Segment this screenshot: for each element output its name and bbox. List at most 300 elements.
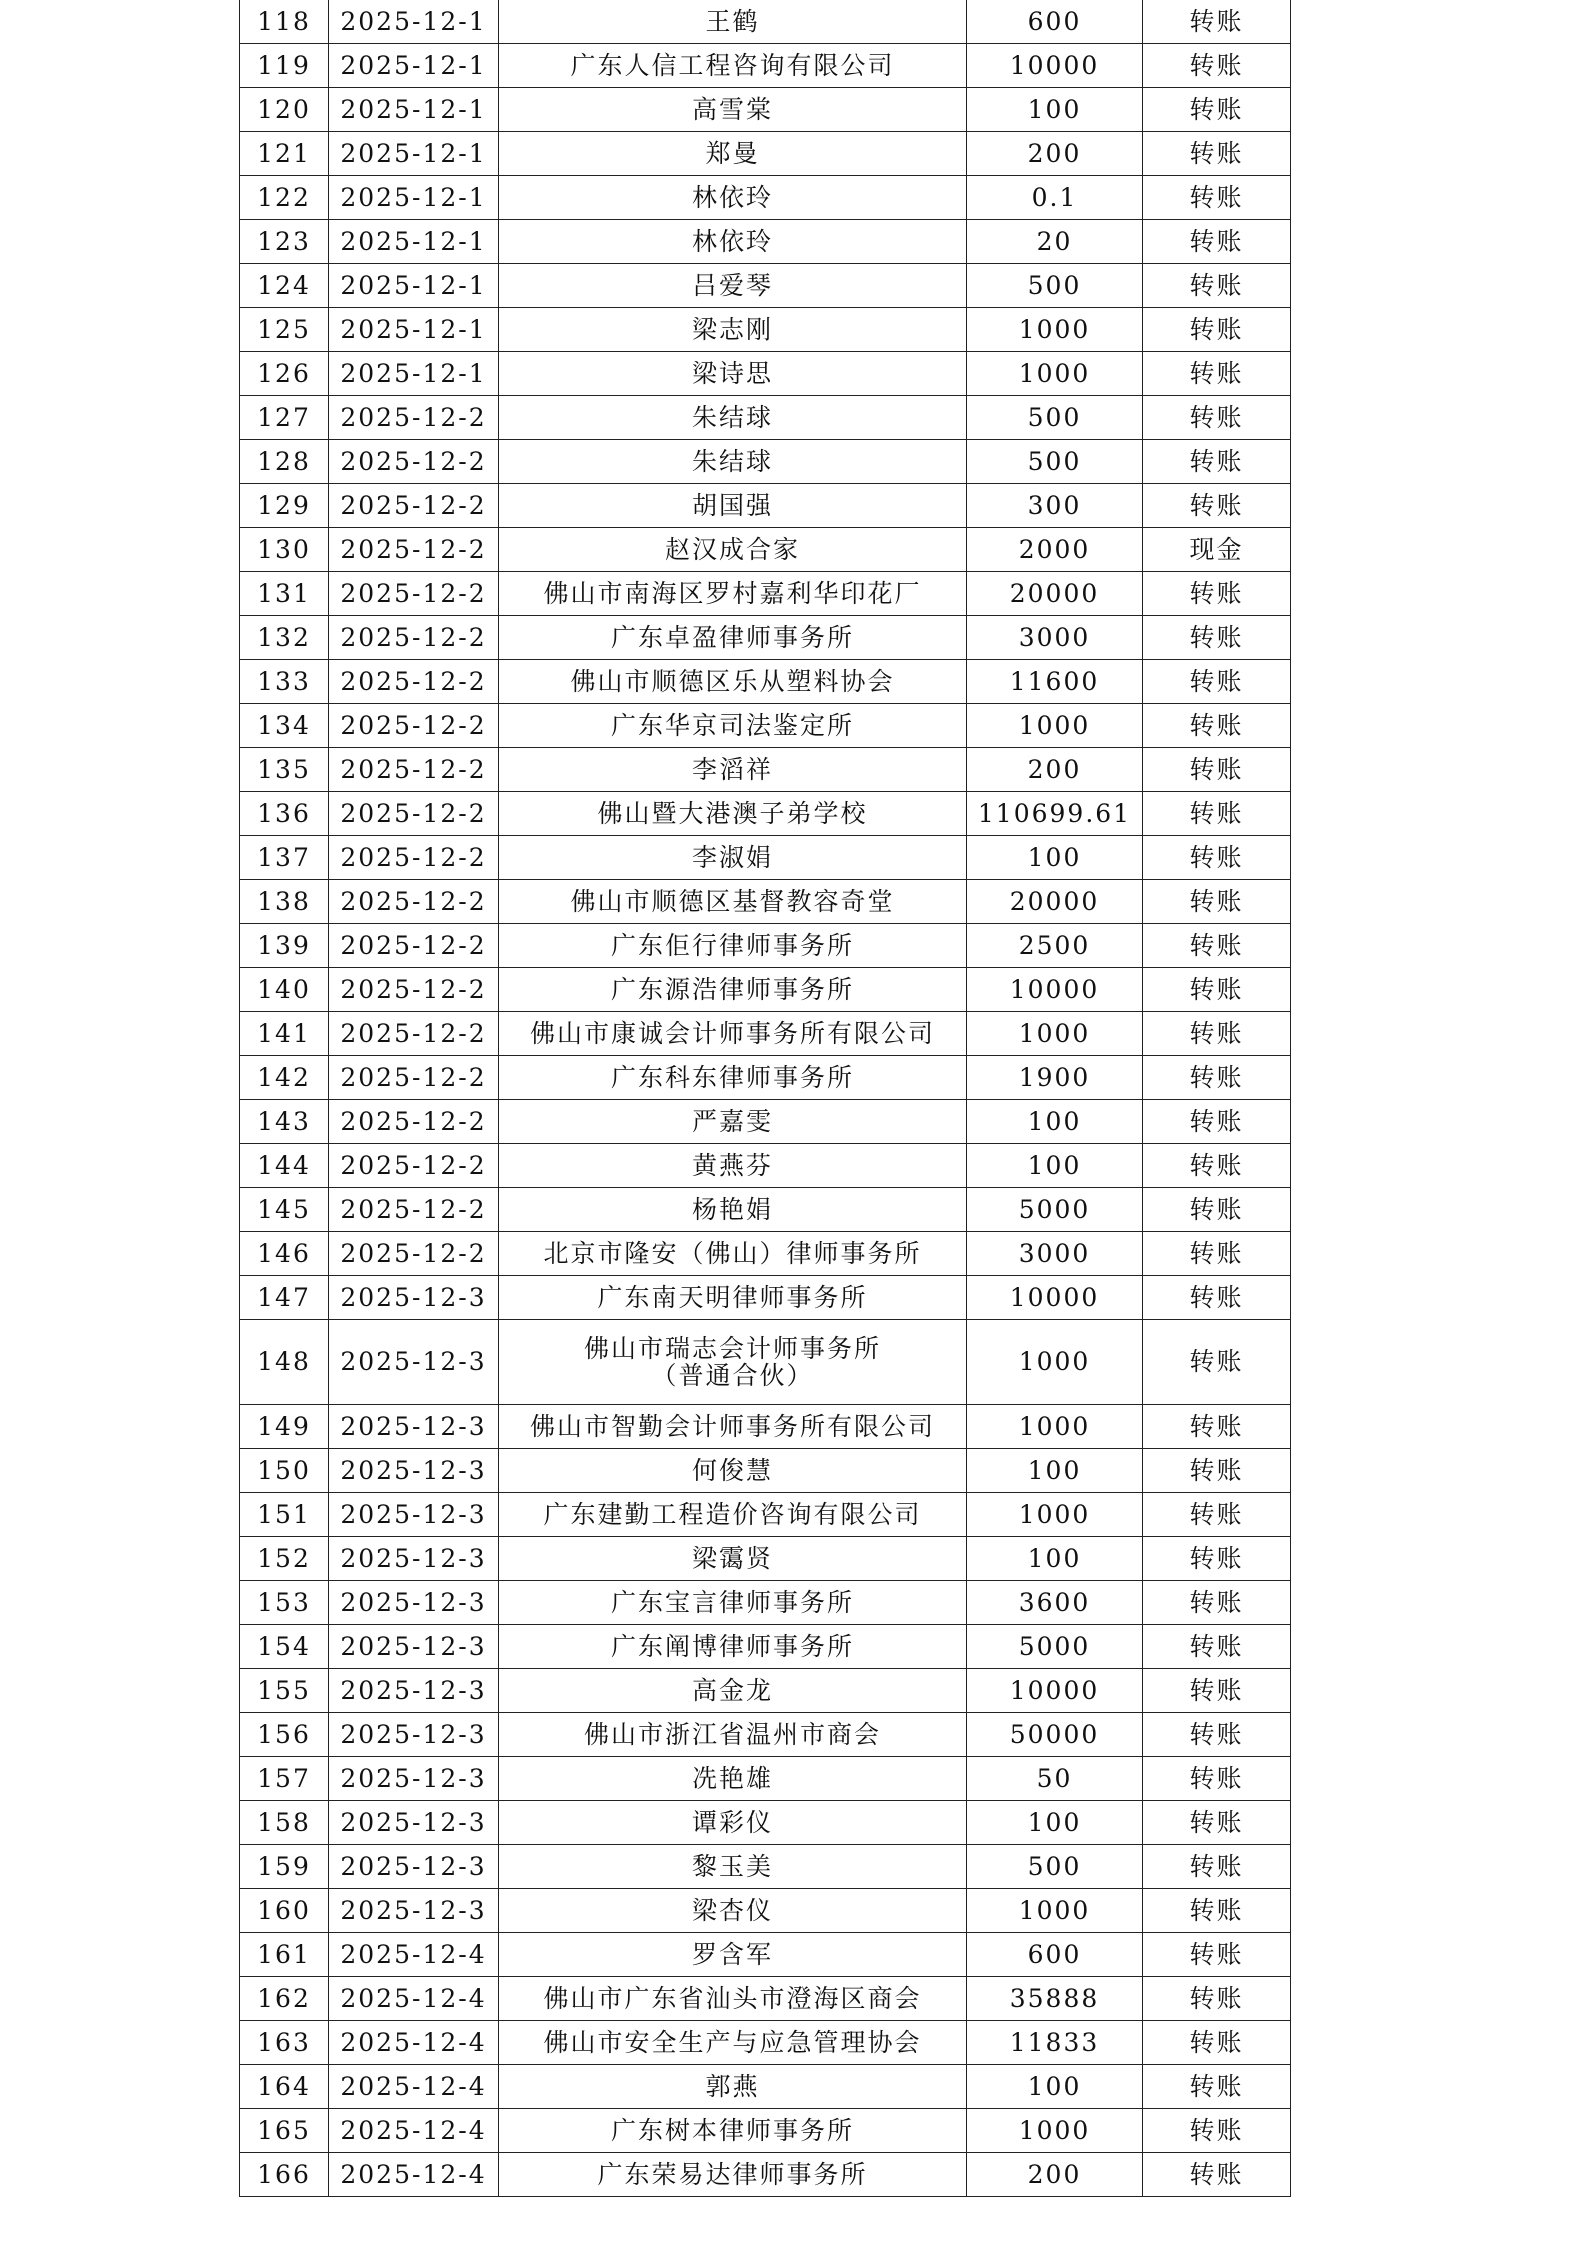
date-cell: 2025-12-2 <box>329 572 499 616</box>
donor-name-cell <box>499 924 967 968</box>
date-cell: 2025-12-3 <box>329 1537 499 1581</box>
amount-cell: 600 <box>967 0 1143 44</box>
donor-name-line: 王鹤 <box>705 6 760 36</box>
donor-name-cell <box>499 748 967 792</box>
donor-name-line: 广东源浩律师事务所 <box>610 974 854 1004</box>
donor-name-cell <box>499 1845 967 1889</box>
date-cell: 2025-12-3 <box>329 1625 499 1669</box>
table-row <box>240 1669 1291 1713</box>
date-cell: 2025-12-2 <box>329 1012 499 1056</box>
donor-name-line: 广东卓盈律师事务所 <box>610 622 854 652</box>
payment-method-cell: 转账 <box>1143 1801 1291 1845</box>
payment-method-cell: 转账 <box>1143 2153 1291 2197</box>
date-cell: 2025-12-2 <box>329 968 499 1012</box>
payment-method-cell: 转账 <box>1143 968 1291 1012</box>
row-number-cell: 164 <box>240 2065 329 2109</box>
payment-method-cell: 转账 <box>1143 748 1291 792</box>
table-row <box>240 2065 1291 2109</box>
amount-cell: 100 <box>967 2065 1143 2109</box>
amount-cell: 10000 <box>967 44 1143 88</box>
donor-name-line: 梁杏仪 <box>691 1895 773 1925</box>
amount-cell: 50 <box>967 1757 1143 1801</box>
row-number-cell: 139 <box>240 924 329 968</box>
amount-cell: 200 <box>967 2153 1143 2197</box>
date-cell: 2025-12-2 <box>329 1056 499 1100</box>
donor-name-line: 佛山市广东省汕头市澄海区商会 <box>543 1983 922 2013</box>
date-cell: 2025-12-2 <box>329 528 499 572</box>
date-cell: 2025-12-1 <box>329 308 499 352</box>
donor-name-line: 朱结球 <box>691 402 773 432</box>
payment-method-cell: 转账 <box>1143 704 1291 748</box>
row-number-cell: 119 <box>240 44 329 88</box>
payment-method-cell: 转账 <box>1143 1713 1291 1757</box>
row-number-cell: 148 <box>240 1320 329 1405</box>
donor-name-cell <box>499 836 967 880</box>
payment-method-cell: 转账 <box>1143 2109 1291 2153</box>
donor-name-line: 郭燕 <box>705 2071 760 2101</box>
payment-method-cell: 转账 <box>1143 1669 1291 1713</box>
donor-name-cell <box>499 1188 967 1232</box>
donor-name-cell <box>499 1493 967 1537</box>
table-row <box>240 2021 1291 2065</box>
table-row <box>240 440 1291 484</box>
amount-cell: 3600 <box>967 1581 1143 1625</box>
donor-name-line: 广东人信工程咨询有限公司 <box>570 50 895 80</box>
date-cell: 2025-12-4 <box>329 2065 499 2109</box>
table-row <box>240 176 1291 220</box>
payment-method-cell: 转账 <box>1143 1012 1291 1056</box>
table-row <box>240 1056 1291 1100</box>
amount-cell: 1000 <box>967 1012 1143 1056</box>
row-number-cell: 140 <box>240 968 329 1012</box>
amount-cell: 110699.61 <box>967 792 1143 836</box>
donor-name-line: 冼艳雄 <box>691 1763 773 1793</box>
donor-name-line: 广东树本律师事务所 <box>610 2115 854 2145</box>
donor-name-line: 广东宝言律师事务所 <box>610 1587 854 1617</box>
payment-method-cell: 转账 <box>1143 352 1291 396</box>
table-row <box>240 132 1291 176</box>
donor-name-cell <box>499 1801 967 1845</box>
donor-name-cell <box>499 880 967 924</box>
donor-name-cell <box>499 616 967 660</box>
donor-name-line: 朱结球 <box>691 446 773 476</box>
table-row <box>240 1933 1291 1977</box>
donor-name-line: 何俊慧 <box>691 1455 773 1485</box>
donor-name-cell <box>499 704 967 748</box>
row-number-cell: 158 <box>240 1801 329 1845</box>
row-number-cell: 146 <box>240 1232 329 1276</box>
amount-cell: 10000 <box>967 1276 1143 1320</box>
donor-name-line: 广东荣易达律师事务所 <box>597 2159 868 2189</box>
table-row <box>240 1713 1291 1757</box>
donor-name-cell <box>499 1581 967 1625</box>
payment-method-cell: 转账 <box>1143 1276 1291 1320</box>
row-number-cell: 159 <box>240 1845 329 1889</box>
donor-name-cell <box>499 1232 967 1276</box>
row-number-cell: 162 <box>240 1977 329 2021</box>
payment-method-cell: 转账 <box>1143 1144 1291 1188</box>
donor-name-cell <box>499 1276 967 1320</box>
donor-name-cell <box>499 572 967 616</box>
amount-cell: 300 <box>967 484 1143 528</box>
payment-method-cell: 转账 <box>1143 176 1291 220</box>
row-number-cell: 143 <box>240 1100 329 1144</box>
payment-method-cell: 转账 <box>1143 616 1291 660</box>
date-cell: 2025-12-3 <box>329 1713 499 1757</box>
donor-name-cell <box>499 1933 967 1977</box>
row-number-cell: 130 <box>240 528 329 572</box>
amount-cell: 10000 <box>967 968 1143 1012</box>
payment-method-cell: 转账 <box>1143 484 1291 528</box>
row-number-cell: 147 <box>240 1276 329 1320</box>
row-number-cell: 136 <box>240 792 329 836</box>
table-row <box>240 1845 1291 1889</box>
row-number-cell: 150 <box>240 1449 329 1493</box>
donor-name-cell <box>499 1757 967 1801</box>
amount-cell: 1000 <box>967 704 1143 748</box>
row-number-cell: 131 <box>240 572 329 616</box>
donor-name-line: 赵汉成合家 <box>664 534 800 564</box>
date-cell: 2025-12-4 <box>329 2109 499 2153</box>
donor-name-cell <box>499 1889 967 1933</box>
donation-table <box>239 0 1291 2197</box>
date-cell: 2025-12-2 <box>329 396 499 440</box>
amount-cell: 1900 <box>967 1056 1143 1100</box>
date-cell: 2025-12-2 <box>329 748 499 792</box>
donor-name-line: 胡国强 <box>691 490 773 520</box>
row-number-cell: 141 <box>240 1012 329 1056</box>
table-row <box>240 1757 1291 1801</box>
donor-name-line: 佛山市瑞志会计师事务所 <box>583 1333 881 1363</box>
row-number-cell: 152 <box>240 1537 329 1581</box>
donor-name-line: 谭彩仪 <box>691 1807 773 1837</box>
donor-name-cell <box>499 1100 967 1144</box>
table-row <box>240 1100 1291 1144</box>
table-row <box>240 264 1291 308</box>
table-row <box>240 968 1291 1012</box>
amount-cell: 100 <box>967 1537 1143 1581</box>
donor-name-cell <box>499 132 967 176</box>
payment-method-cell: 转账 <box>1143 1757 1291 1801</box>
date-cell: 2025-12-2 <box>329 1188 499 1232</box>
donor-name-cell <box>499 1144 967 1188</box>
amount-cell: 11600 <box>967 660 1143 704</box>
date-cell: 2025-12-2 <box>329 704 499 748</box>
donor-name-line: 严嘉雯 <box>691 1106 773 1136</box>
row-number-cell: 144 <box>240 1144 329 1188</box>
amount-cell: 2500 <box>967 924 1143 968</box>
donor-name-line: 广东佢行律师事务所 <box>610 930 854 960</box>
amount-cell: 35888 <box>967 1977 1143 2021</box>
donor-name-cell <box>499 1537 967 1581</box>
amount-cell: 1000 <box>967 352 1143 396</box>
table-row <box>240 1012 1291 1056</box>
amount-cell: 0.1 <box>967 176 1143 220</box>
payment-method-cell: 转账 <box>1143 0 1291 44</box>
amount-cell: 100 <box>967 1801 1143 1845</box>
donor-name-cell <box>499 1056 967 1100</box>
payment-method-cell: 转账 <box>1143 1320 1291 1405</box>
donor-name-cell <box>499 792 967 836</box>
payment-method-cell: 转账 <box>1143 792 1291 836</box>
amount-cell: 5000 <box>967 1625 1143 1669</box>
row-number-cell: 151 <box>240 1493 329 1537</box>
row-number-cell: 138 <box>240 880 329 924</box>
donor-name-line: 广东华京司法鉴定所 <box>610 710 854 740</box>
donor-name-cell <box>499 1977 967 2021</box>
date-cell: 2025-12-4 <box>329 1933 499 1977</box>
table-row <box>240 880 1291 924</box>
donor-name-line: 郑曼 <box>705 138 760 168</box>
date-cell: 2025-12-3 <box>329 1845 499 1889</box>
donor-name-line: 高金龙 <box>691 1675 773 1705</box>
table-row <box>240 1320 1291 1405</box>
payment-method-cell: 转账 <box>1143 1977 1291 2021</box>
payment-method-cell: 转账 <box>1143 1100 1291 1144</box>
row-number-cell: 161 <box>240 1933 329 1977</box>
payment-method-cell: 转账 <box>1143 1845 1291 1889</box>
donor-name-line: 黄燕芬 <box>691 1150 773 1180</box>
date-cell: 2025-12-2 <box>329 1100 499 1144</box>
donor-name-line: 北京市隆安（佛山）律师事务所 <box>543 1238 922 1268</box>
amount-cell: 2000 <box>967 528 1143 572</box>
amount-cell: 100 <box>967 1100 1143 1144</box>
date-cell: 2025-12-2 <box>329 880 499 924</box>
date-cell: 2025-12-1 <box>329 44 499 88</box>
payment-method-cell: 转账 <box>1143 264 1291 308</box>
date-cell: 2025-12-2 <box>329 440 499 484</box>
donor-name-line: 梁霭贤 <box>691 1543 773 1573</box>
row-number-cell: 133 <box>240 660 329 704</box>
donor-name-line: 广东建勤工程造价咨询有限公司 <box>543 1499 922 1529</box>
date-cell: 2025-12-3 <box>329 1493 499 1537</box>
donor-name-line: 黎玉美 <box>691 1851 773 1881</box>
table-row <box>240 792 1291 836</box>
table-row <box>240 88 1291 132</box>
payment-method-cell: 转账 <box>1143 220 1291 264</box>
row-number-cell: 153 <box>240 1581 329 1625</box>
amount-cell: 100 <box>967 88 1143 132</box>
donor-name-cell <box>499 176 967 220</box>
date-cell: 2025-12-1 <box>329 264 499 308</box>
table-row <box>240 308 1291 352</box>
donor-name-cell <box>499 2065 967 2109</box>
payment-method-cell: 转账 <box>1143 1405 1291 1449</box>
donor-name-cell <box>499 484 967 528</box>
donor-name-line: 佛山市安全生产与应急管理协会 <box>543 2027 922 2057</box>
table-row <box>240 1144 1291 1188</box>
row-number-cell: 156 <box>240 1713 329 1757</box>
payment-method-cell: 转账 <box>1143 440 1291 484</box>
row-number-cell: 160 <box>240 1889 329 1933</box>
amount-cell: 3000 <box>967 616 1143 660</box>
donor-name-line: （普通合伙） <box>651 1361 814 1390</box>
table-row <box>240 2153 1291 2197</box>
row-number-cell: 157 <box>240 1757 329 1801</box>
table-row <box>240 2109 1291 2153</box>
amount-cell: 500 <box>967 396 1143 440</box>
amount-cell: 100 <box>967 1449 1143 1493</box>
payment-method-cell: 转账 <box>1143 1188 1291 1232</box>
date-cell: 2025-12-2 <box>329 836 499 880</box>
amount-cell: 50000 <box>967 1713 1143 1757</box>
donor-name-cell <box>499 968 967 1012</box>
date-cell: 2025-12-1 <box>329 88 499 132</box>
donor-name-line: 梁诗思 <box>691 358 773 388</box>
row-number-cell: 128 <box>240 440 329 484</box>
donor-name-cell <box>499 264 967 308</box>
row-number-cell: 137 <box>240 836 329 880</box>
donor-name-cell <box>499 528 967 572</box>
date-cell: 2025-12-3 <box>329 1405 499 1449</box>
payment-method-cell: 转账 <box>1143 1232 1291 1276</box>
payment-method-cell: 转账 <box>1143 308 1291 352</box>
table-row <box>240 484 1291 528</box>
row-number-cell: 166 <box>240 2153 329 2197</box>
payment-method-cell: 转账 <box>1143 924 1291 968</box>
donor-name-line: 杨艳娟 <box>691 1194 773 1224</box>
donation-table-body <box>240 0 1291 2197</box>
date-cell: 2025-12-3 <box>329 1889 499 1933</box>
donor-name-cell <box>499 440 967 484</box>
date-cell: 2025-12-3 <box>329 1276 499 1320</box>
row-number-cell: 135 <box>240 748 329 792</box>
date-cell: 2025-12-2 <box>329 924 499 968</box>
row-number-cell: 123 <box>240 220 329 264</box>
payment-method-cell: 转账 <box>1143 88 1291 132</box>
payment-method-cell: 转账 <box>1143 1625 1291 1669</box>
donor-name-line: 佛山市浙江省温州市商会 <box>583 1719 881 1749</box>
amount-cell: 1000 <box>967 2109 1143 2153</box>
donor-name-cell <box>499 2021 967 2065</box>
donor-name-cell <box>499 1449 967 1493</box>
row-number-cell: 120 <box>240 88 329 132</box>
donor-name-line: 林依玲 <box>691 182 773 212</box>
date-cell: 2025-12-2 <box>329 1144 499 1188</box>
row-number-cell: 149 <box>240 1405 329 1449</box>
table-row <box>240 1537 1291 1581</box>
payment-method-cell: 转账 <box>1143 880 1291 924</box>
row-number-cell: 129 <box>240 484 329 528</box>
donor-name-line: 广东科东律师事务所 <box>610 1062 854 1092</box>
donor-name-cell <box>499 1669 967 1713</box>
row-number-cell: 126 <box>240 352 329 396</box>
amount-cell: 1000 <box>967 308 1143 352</box>
row-number-cell: 165 <box>240 2109 329 2153</box>
table-row <box>240 0 1291 44</box>
table-row <box>240 1232 1291 1276</box>
row-number-cell: 163 <box>240 2021 329 2065</box>
amount-cell: 11833 <box>967 2021 1143 2065</box>
table-row <box>240 1493 1291 1537</box>
payment-method-cell: 转账 <box>1143 1581 1291 1625</box>
amount-cell: 600 <box>967 1933 1143 1977</box>
row-number-cell: 132 <box>240 616 329 660</box>
table-row <box>240 352 1291 396</box>
donor-name-cell <box>499 1713 967 1757</box>
donor-name-line: 佛山市康诚会计师事务所有限公司 <box>529 1018 935 1048</box>
donor-name-line: 佛山暨大港澳子弟学校 <box>597 798 868 828</box>
amount-cell: 500 <box>967 1845 1143 1889</box>
donor-name-cell <box>499 1405 967 1449</box>
amount-cell: 5000 <box>967 1188 1143 1232</box>
date-cell: 2025-12-2 <box>329 1232 499 1276</box>
table-row <box>240 1581 1291 1625</box>
amount-cell: 20000 <box>967 880 1143 924</box>
row-number-cell: 142 <box>240 1056 329 1100</box>
donor-name-line: 佛山市顺德区基督教容奇堂 <box>570 886 895 916</box>
payment-method-cell: 转账 <box>1143 1889 1291 1933</box>
amount-cell: 500 <box>967 440 1143 484</box>
donor-name-line: 佛山市顺德区乐从塑料协会 <box>570 666 895 696</box>
amount-cell: 100 <box>967 1144 1143 1188</box>
table-row <box>240 1889 1291 1933</box>
donor-name-cell <box>499 220 967 264</box>
date-cell: 2025-12-3 <box>329 1320 499 1405</box>
donor-name-cell <box>499 1625 967 1669</box>
date-cell: 2025-12-2 <box>329 484 499 528</box>
date-cell: 2025-12-3 <box>329 1449 499 1493</box>
row-number-cell: 122 <box>240 176 329 220</box>
payment-method-cell: 转账 <box>1143 836 1291 880</box>
donor-name-line: 广东南天明律师事务所 <box>597 1282 868 1312</box>
table-row <box>240 1276 1291 1320</box>
table-row <box>240 1449 1291 1493</box>
row-number-cell: 125 <box>240 308 329 352</box>
donor-name-line: 高雪棠 <box>691 94 773 124</box>
payment-method-cell: 转账 <box>1143 1537 1291 1581</box>
table-row <box>240 1625 1291 1669</box>
table-row <box>240 748 1291 792</box>
date-cell: 2025-12-1 <box>329 0 499 44</box>
date-cell: 2025-12-3 <box>329 1669 499 1713</box>
payment-method-cell: 转账 <box>1143 2021 1291 2065</box>
table-row <box>240 572 1291 616</box>
payment-method-cell: 转账 <box>1143 44 1291 88</box>
amount-cell: 200 <box>967 748 1143 792</box>
table-row <box>240 220 1291 264</box>
amount-cell: 1000 <box>967 1493 1143 1537</box>
donor-name-line: 佛山市智勤会计师事务所有限公司 <box>529 1411 935 1441</box>
donor-name-cell <box>499 44 967 88</box>
date-cell: 2025-12-4 <box>329 2021 499 2065</box>
table-row <box>240 1977 1291 2021</box>
date-cell: 2025-12-3 <box>329 1757 499 1801</box>
row-number-cell: 124 <box>240 264 329 308</box>
date-cell: 2025-12-1 <box>329 220 499 264</box>
donor-name-cell <box>499 2153 967 2197</box>
donor-name-cell <box>499 396 967 440</box>
payment-method-cell: 转账 <box>1143 1493 1291 1537</box>
amount-cell: 1000 <box>967 1405 1143 1449</box>
payment-method-cell: 转账 <box>1143 132 1291 176</box>
donor-name-cell <box>499 2109 967 2153</box>
table-row <box>240 396 1291 440</box>
donor-name-line: 吕爱琴 <box>691 270 773 300</box>
table-row <box>240 924 1291 968</box>
date-cell: 2025-12-2 <box>329 616 499 660</box>
row-number-cell: 154 <box>240 1625 329 1669</box>
row-number-cell: 121 <box>240 132 329 176</box>
date-cell: 2025-12-4 <box>329 1977 499 2021</box>
amount-cell: 200 <box>967 132 1143 176</box>
amount-cell: 100 <box>967 836 1143 880</box>
row-number-cell: 118 <box>240 0 329 44</box>
table-row <box>240 44 1291 88</box>
donor-name-cell <box>499 660 967 704</box>
table-row <box>240 1801 1291 1845</box>
donor-name-line: 林依玲 <box>691 226 773 256</box>
